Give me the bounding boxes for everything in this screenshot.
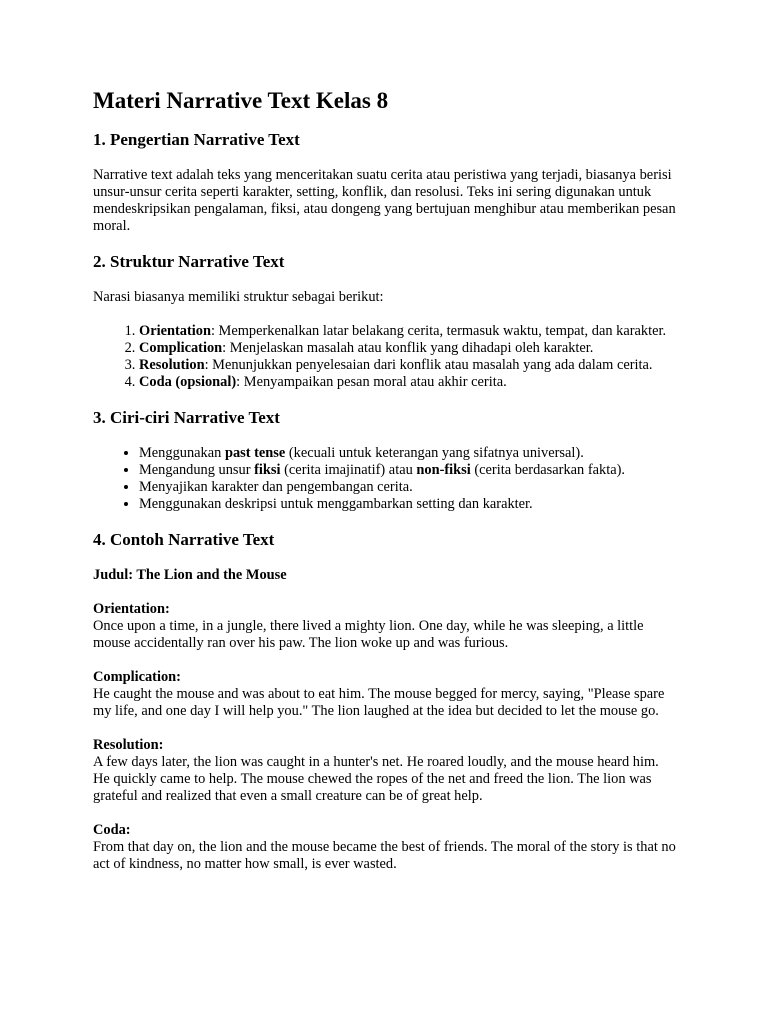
page-title: Materi Narrative Text Kelas 8 <box>93 88 389 113</box>
story-part-complication <box>93 669 676 720</box>
list-item-text: Mengandung unsur <box>139 462 255 478</box>
list-item-text: (cerita berdasarkan fakta). <box>470 462 625 478</box>
list-item <box>139 445 676 462</box>
list-item <box>139 462 676 479</box>
section-heading-struktur: 2. Struktur Narrative Text <box>93 252 285 271</box>
list-item <box>139 340 676 357</box>
list-item-text: (cerita imajinatif) atau <box>280 462 417 478</box>
struktur-list <box>93 323 676 391</box>
ciri-list <box>93 445 676 513</box>
story-part-text: Once upon a time, in a jungle, there lived a mighty lion. One day, while he was sleeping, a little mouse accidentally ran over his paw. The lion woke up and was furious. <box>93 618 644 651</box>
list-item-bold: past tense <box>224 445 286 461</box>
story-title: Judul: The Lion and the Mouse <box>93 567 287 583</box>
list-item <box>139 479 676 496</box>
story-part-orientation <box>93 601 676 652</box>
story-part-text: From that day on, the lion and the mouse became the best of friends. The moral of the story is that no act of kindness, no matter how small, is ever wasted. <box>93 839 676 872</box>
list-item-term: Resolution <box>139 357 205 373</box>
list-item-desc: : Menunjukkan penyelesaian dari konflik atau masalah yang ada dalam cerita. <box>204 357 653 373</box>
story-part-text: A few days later, the lion was caught in a hunter's net. He roared loudly, and the mouse heard him. He quickly came to help. The mouse chewed the ropes of the net and freed the lion. The lion was grateful and realized that even a small creature can be of great help. <box>93 754 659 804</box>
story-part-resolution <box>93 737 676 805</box>
list-item-text: Menggunakan <box>139 445 225 461</box>
list-item-term: Complication <box>139 340 223 356</box>
story-part-label: Resolution: <box>93 737 164 753</box>
story-part-text: He caught the mouse and was about to eat him. The mouse begged for mercy, saying, "Please spare my life, and one day I will help you." The lion laughed at the idea but decided to let the mouse go. <box>93 686 665 719</box>
list-item-text: (kecuali untuk keterangan yang sifatnya universal). <box>285 445 584 461</box>
list-item <box>139 323 676 340</box>
section-heading-contoh: 4. Contoh Narrative Text <box>93 530 275 549</box>
list-item <box>139 374 676 391</box>
list-item-bold: non-fiksi <box>416 462 471 478</box>
section-heading-ciri: 3. Ciri-ciri Narrative Text <box>93 408 280 427</box>
list-item-term: Orientation <box>139 323 211 339</box>
list-item <box>139 357 676 374</box>
story-part-label: Coda: <box>93 822 131 838</box>
list-item-desc: : Menyampaikan pesan moral atau akhir cerita. <box>236 374 507 390</box>
list-item <box>139 496 676 513</box>
list-item-bold: fiksi <box>254 462 281 478</box>
pengertian-paragraph: Narrative text adalah teks yang menceritakan suatu cerita atau peristiwa yang terjadi, biasanya berisi unsur-unsur cerita seperti karakter, setting, konflik, dan resolusi. Teks ini sering digunakan untuk mendeskripsikan pengalaman, fiksi, atau dongeng yang bertujuan menghibur atau memberikan pesan moral. <box>93 167 676 234</box>
story-part-label: Orientation: <box>93 601 170 617</box>
story-part-coda <box>93 822 676 873</box>
list-item-desc: : Memperkenalkan latar belakang cerita, termasuk waktu, tempat, dan karakter. <box>210 323 667 339</box>
section-heading-pengertian: 1. Pengertian Narrative Text <box>93 130 300 149</box>
story-part-label: Complication: <box>93 669 181 685</box>
list-item-desc: : Menjelaskan masalah atau konflik yang dihadapi oleh karakter. <box>222 340 594 356</box>
struktur-intro: Narasi biasanya memiliki struktur sebagai berikut: <box>93 289 384 305</box>
list-item-term: Coda (opsional) <box>139 374 237 390</box>
list-item-text: Menyajikan karakter dan pengembangan cerita. <box>139 479 413 495</box>
list-item-text: Menggunakan deskripsi untuk menggambarkan setting dan karakter. <box>139 496 533 512</box>
